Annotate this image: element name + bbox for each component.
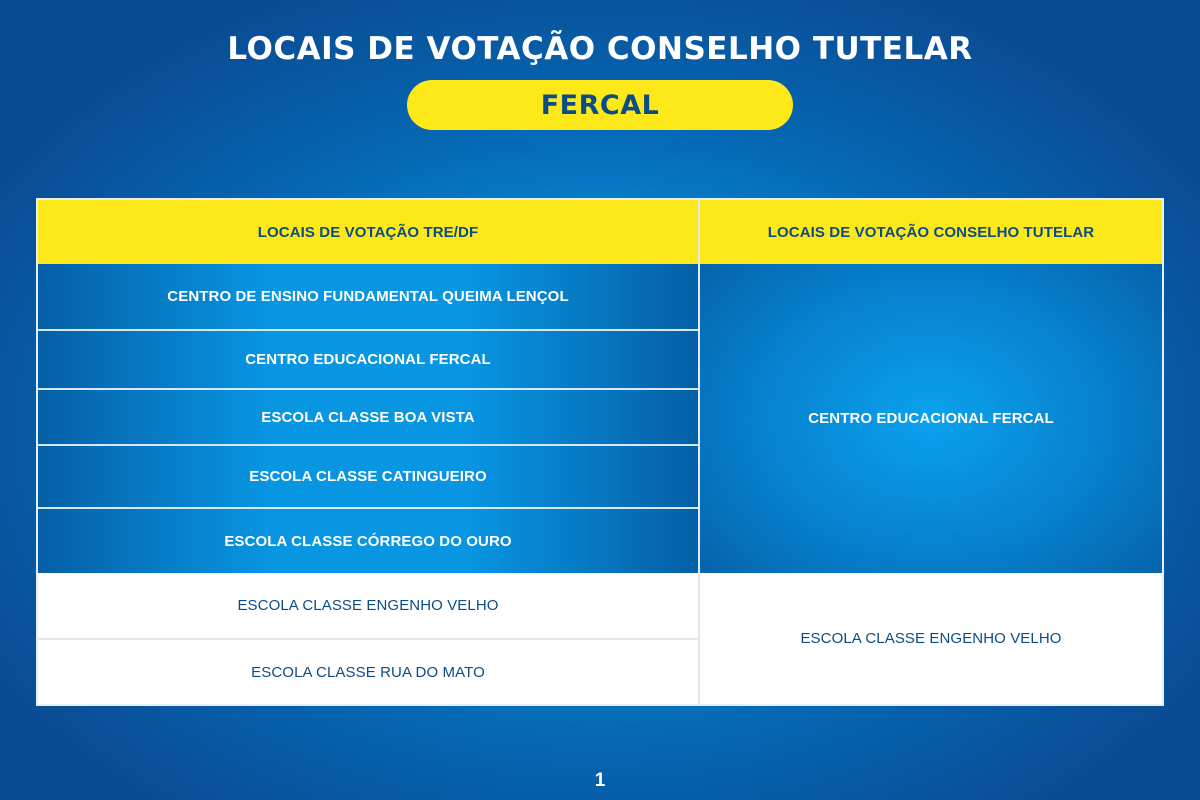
table-row: ESCOLA CLASSE RUA DO MATO <box>38 640 698 704</box>
page-number: 1 <box>594 770 606 791</box>
voting-locations-table <box>36 198 1164 706</box>
region-label: FERCAL <box>540 89 660 121</box>
region-badge <box>407 80 793 130</box>
merged-cell-centro-educacional-fercal: CENTRO EDUCACIONAL FERCAL <box>700 264 1162 573</box>
column-divider <box>698 200 700 704</box>
merged-cell-escola-classe-engenho-velho: ESCOLA CLASSE ENGENHO VELHO <box>700 573 1162 704</box>
table-row: CENTRO DE ENSINO FUNDAMENTAL QUEIMA LENÇOL <box>38 264 698 331</box>
table-row: ESCOLA CLASSE ENGENHO VELHO <box>38 573 698 640</box>
table-row: ESCOLA CLASSE BOA VISTA <box>38 390 698 446</box>
table-row: CENTRO EDUCACIONAL FERCAL <box>38 331 698 390</box>
header-conselho-tutelar: LOCAIS DE VOTAÇÃO CONSELHO TUTELAR <box>700 200 1162 264</box>
table-row: ESCOLA CLASSE CATINGUEIRO <box>38 446 698 509</box>
page-title: LOCAIS DE VOTAÇÃO CONSELHO TUTELAR <box>227 31 973 67</box>
header-tre-df: LOCAIS DE VOTAÇÃO TRE/DF <box>38 200 698 264</box>
table-row: ESCOLA CLASSE CÓRREGO DO OURO <box>38 509 698 573</box>
